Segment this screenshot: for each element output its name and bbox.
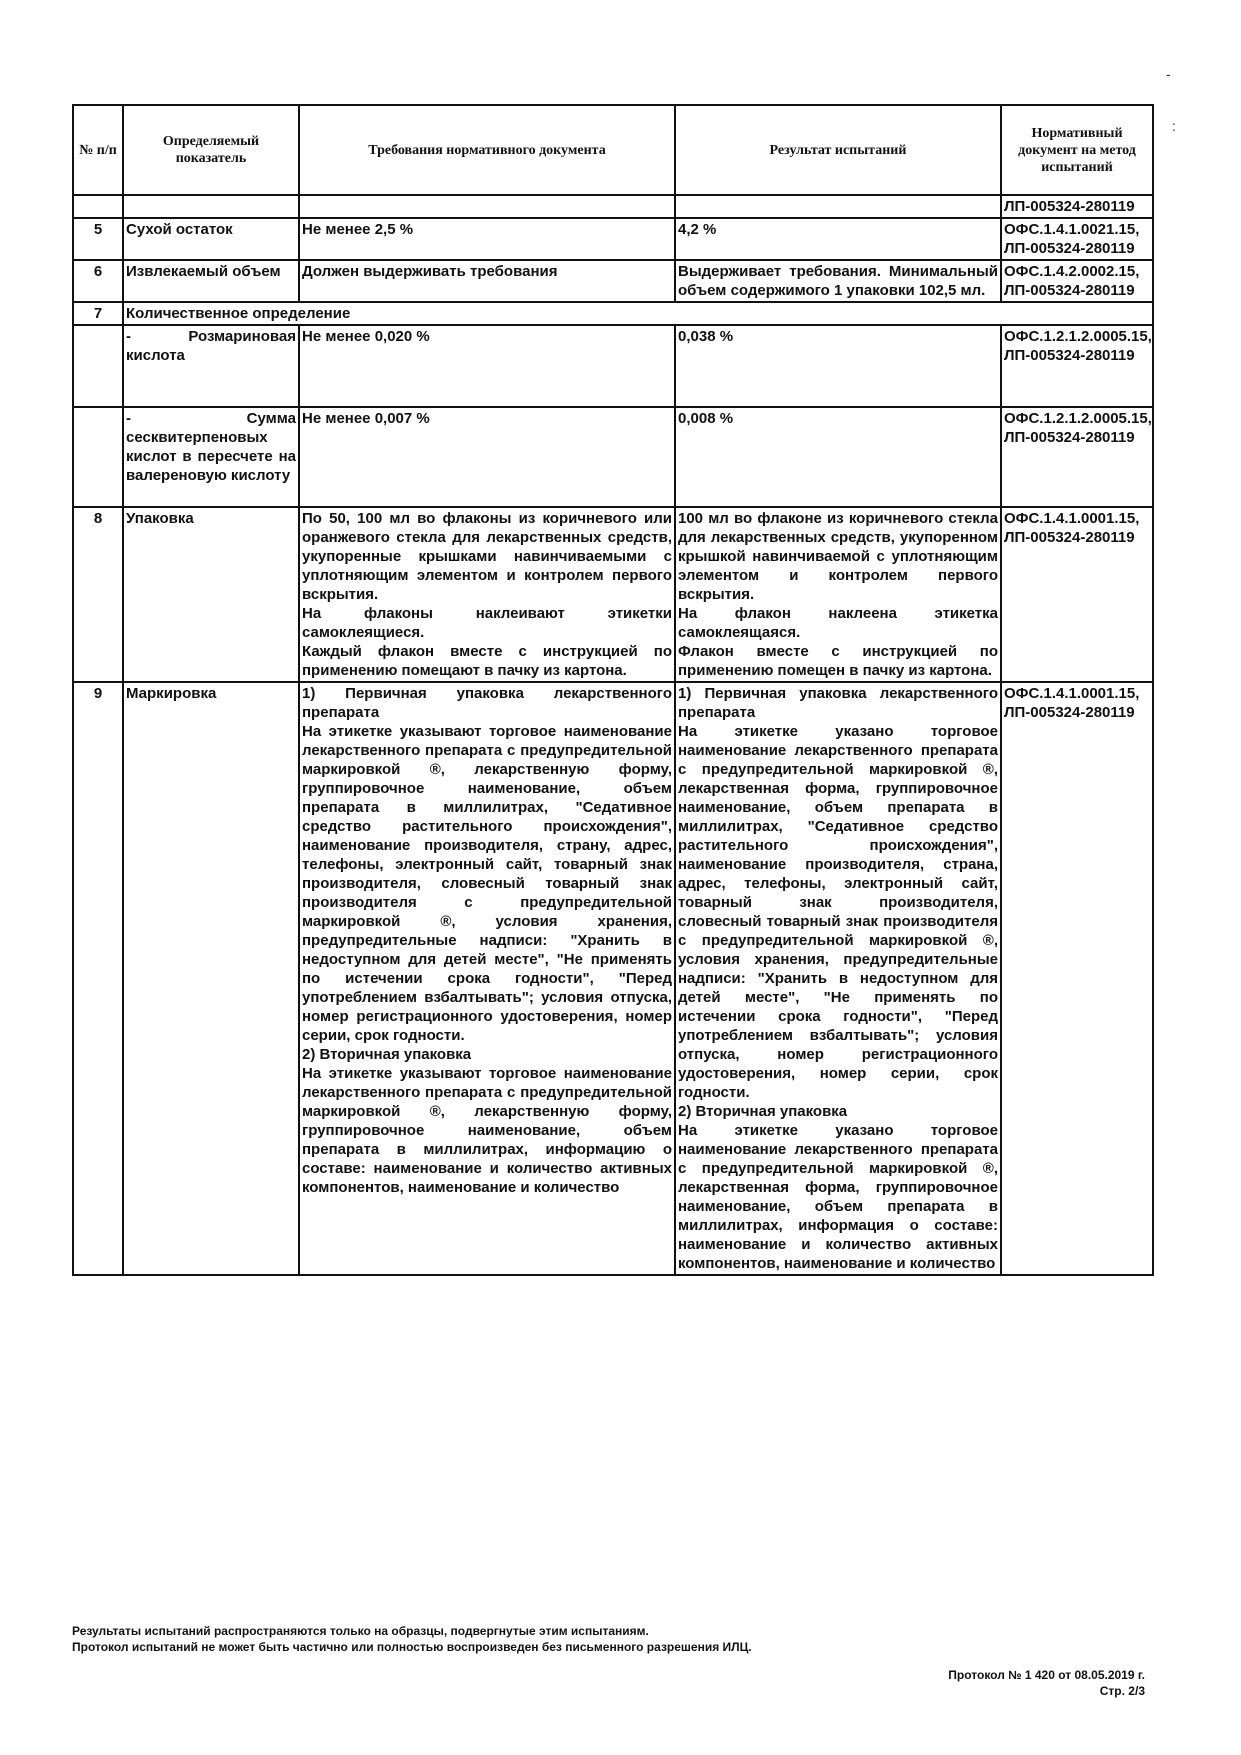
row-method: ОФС.1.4.1.0001.15, ЛП-005324-280119	[1001, 682, 1153, 1275]
table-row	[73, 218, 1153, 260]
table-row	[73, 407, 1153, 507]
row-method: ОФС.1.2.1.2.0005.15, ЛП-005324-280119	[1001, 325, 1153, 407]
row-num: 9	[73, 682, 123, 1275]
row-result: 4,2 %	[675, 218, 1001, 260]
results-table	[72, 104, 1154, 1276]
row-requirements: Не менее 0,007 %	[299, 407, 675, 507]
row-requirements: Не менее 2,5 %	[299, 218, 675, 260]
table-row	[73, 260, 1153, 302]
page-number: Стр. 2/3	[1099, 1684, 1145, 1698]
row-method: ОФС.1.4.1.0001.15, ЛП-005324-280119	[1001, 507, 1153, 682]
row-method: ЛП-005324-280119	[1001, 195, 1153, 218]
row-indicator	[123, 195, 299, 218]
row-indicator: Сухой остаток	[123, 218, 299, 260]
row-result: 100 мл во флаконе из коричневого стекла для лекарственных средств, укупоренном крышкой навинчиваемой с уплотняющим элементом и контролем первого вскрытия. На флакон наклеена этикетка самоклеящаяся. Флакон вместе с инструкцией по применению помещен в пачку из картона.	[675, 507, 1001, 682]
row-result: 0,038 %	[675, 325, 1001, 407]
footer-note: Протокол испытаний не может быть частично или полностью воспроизведен без письменного разрешения ИЛЦ.	[72, 1640, 752, 1654]
table-header-row	[73, 105, 1153, 195]
scan-mark: -	[1166, 66, 1171, 82]
row-requirements	[299, 195, 675, 218]
row-requirements: По 50, 100 мл во флаконы из коричневого или оранжевого стекла для лекарственных средств, укупоренные крышками навинчиваемыми с уплотняющим элементом и контролем первого вскрытия. На флаконы наклеивают этикетки самоклеящиеся. Каждый флакон вместе с инструкцией по применению помещают в пачку из картона.	[299, 507, 675, 682]
table-row	[73, 507, 1153, 682]
section-title: Количественное определение	[123, 302, 1153, 325]
row-num: 7	[73, 302, 123, 325]
scan-mark: :	[1172, 118, 1176, 134]
footer-note: Результаты испытаний распространяются только на образцы, подвергнутые этим испытаниям.	[72, 1624, 649, 1638]
row-method: ОФС.1.4.2.0002.15, ЛП-005324-280119	[1001, 260, 1153, 302]
row-num: 5	[73, 218, 123, 260]
row-result: Выдерживает требования. Минимальный объем содержимого 1 упаковки 102,5 мл.	[675, 260, 1001, 302]
protocol-info	[948, 1667, 1145, 1699]
row-indicator: Маркировка	[123, 682, 299, 1275]
row-result	[675, 195, 1001, 218]
protocol-sheet	[72, 104, 1152, 1276]
header-result: Результат испытаний	[675, 105, 1001, 195]
header-num: № п/п	[73, 105, 123, 195]
row-indicator: Извлекаемый объем	[123, 260, 299, 302]
table-section-row	[73, 302, 1153, 325]
row-num	[73, 325, 123, 407]
row-indicator: - Розмариновая кислота	[123, 325, 299, 407]
row-num: 8	[73, 507, 123, 682]
row-result: 0,008 %	[675, 407, 1001, 507]
header-requirements: Требования нормативного документа	[299, 105, 675, 195]
row-method: ОФС.1.4.1.0021.15, ЛП-005324-280119	[1001, 218, 1153, 260]
row-indicator: - Сумма сесквитерпеновых кислот в пересчете на валереновую кислоту	[123, 407, 299, 507]
header-method: Нормативный документ на метод испытаний	[1001, 105, 1153, 195]
row-method: ОФС.1.2.1.2.0005.15, ЛП-005324-280119	[1001, 407, 1153, 507]
table-row	[73, 325, 1153, 407]
table-row	[73, 682, 1153, 1275]
header-indicator: Определяемый показатель	[123, 105, 299, 195]
row-requirements: Должен выдерживать требования	[299, 260, 675, 302]
row-requirements: Не менее 0,020 %	[299, 325, 675, 407]
row-result: 1) Первичная упаковка лекарственного препарата На этикетке указано торговое наименование лекарственного препарата с предупредительной маркировкой ®, лекарственная форма, группировочное наименование, объем препарата в миллилитрах, "Седативное средство растительного происхождения", наименование производителя, страна, адрес, телефоны, электронный сайт, товарный знак производителя, словесный товарный знак производителя с предупредительной маркировкой ®, условия хранения, предупредительные надписи: "Хранить в недоступном для детей месте", "Не применять по истечении срока годности", "Перед употреблением взбалтывать"; условия отпуска, номер регистрационного удостоверения, номер серии, срок годности. 2) Вторичная упаковка На этикетке указано торговое наименование лекарственного препарата с предупредительной маркировкой ®, лекарственная форма, группировочное наименование, объем препарата в миллилитрах, информация о составе: наименование и количество активных компонентов, наименование и количество	[675, 682, 1001, 1275]
row-requirements: 1) Первичная упаковка лекарственного препарата На этикетке указывают торговое наименование лекарственного препарата с предупредительной маркировкой ®, лекарственную форму, группировочное наименование, объем препарата в миллилитрах, "Седативное средство растительного происхождения", наименование производителя, страну, адрес, телефоны, электронный сайт, товарный знак производителя, словесный товарный знак производителя с предупредительной маркировкой ®, условия хранения, предупредительные надписи: "Хранить в недоступном для детей месте", "Не применять по истечении срока годности", "Перед употреблением взбалтывать"; условия отпуска, номер регистрационного удостоверения, номер серии, срок годности. 2) Вторичная упаковка На этикетке указывают торговое наименование лекарственного препарата с предупредительной маркировкой ®, лекарственную форму, группировочное наименование, объем препарата в миллилитрах, информацию о составе: наименование и количество активных компонентов, наименование и количество	[299, 682, 675, 1275]
row-num	[73, 195, 123, 218]
row-indicator: Упаковка	[123, 507, 299, 682]
row-num	[73, 407, 123, 507]
table-row	[73, 195, 1153, 218]
protocol-number: Протокол № 1 420 от 08.05.2019 г.	[948, 1668, 1145, 1682]
footer-notes	[72, 1623, 752, 1655]
row-num: 6	[73, 260, 123, 302]
